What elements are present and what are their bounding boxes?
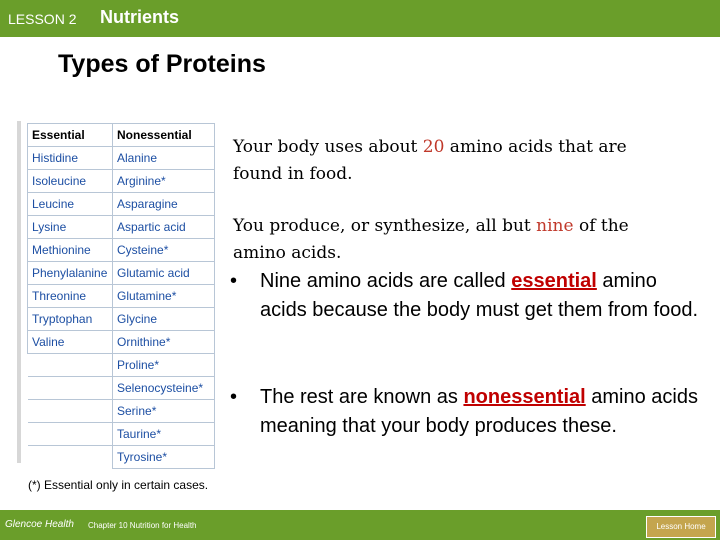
nonessential-cell: Proline* <box>113 354 215 377</box>
table-row <box>28 308 215 331</box>
table-row <box>28 377 215 400</box>
paragraph-synthesize <box>233 213 663 267</box>
nonessential-cell: Serine* <box>113 400 215 423</box>
amino-acid-table-panel <box>17 121 220 463</box>
table-row <box>28 147 215 170</box>
essential-cell: Leucine <box>28 193 113 216</box>
bullet-text: amino acids meaning that your body produces these. <box>260 386 698 437</box>
highlight-number: 20 <box>422 137 445 157</box>
nonessential-cell: Glutamine* <box>113 285 215 308</box>
essential-cell: Isoleucine <box>28 170 113 193</box>
essential-cell <box>28 377 113 400</box>
nonessential-cell: Alanine <box>113 147 215 170</box>
table-row <box>28 285 215 308</box>
paragraph-text: of the amino acids. <box>233 216 629 263</box>
essential-cell: Tryptophan <box>28 308 113 331</box>
nonessential-cell: Aspartic acid <box>113 216 215 239</box>
paragraph-text: amino acids that are found in food. <box>233 137 627 184</box>
keyword-nonessential: nonessential <box>463 386 586 408</box>
column-header-nonessential: Nonessential <box>113 124 215 147</box>
table-row <box>28 354 215 377</box>
paragraph-text: You produce, or synthesize, all but <box>233 216 537 236</box>
nonessential-cell: Glutamic acid <box>113 262 215 285</box>
nonessential-cell: Glycine <box>113 308 215 331</box>
table-row <box>28 262 215 285</box>
essential-cell: Threonine <box>28 285 113 308</box>
highlight-word: nine <box>536 216 574 236</box>
table-row <box>28 239 215 262</box>
lesson-home-button[interactable]: Lesson Home <box>646 516 716 538</box>
table-header-row <box>28 124 215 147</box>
essential-cell: Lysine <box>28 216 113 239</box>
essential-cell <box>28 400 113 423</box>
nonessential-cell: Cysteine* <box>113 239 215 262</box>
amino-acid-table <box>27 123 215 469</box>
bullet-dot: • <box>230 386 238 408</box>
bullet-text: amino acids because the body must get them from food. <box>260 270 699 321</box>
nonessential-cell: Arginine* <box>113 170 215 193</box>
table-row <box>28 331 215 354</box>
table-row <box>28 423 215 446</box>
table-row <box>28 400 215 423</box>
essential-cell: Phenylalanine <box>28 262 113 285</box>
paragraph-amino-count <box>233 134 663 188</box>
essential-cell: Histidine <box>28 147 113 170</box>
table-row <box>28 170 215 193</box>
nonessential-cell: Taurine* <box>113 423 215 446</box>
nonessential-cell: Asparagine <box>113 193 215 216</box>
table-row <box>28 446 215 469</box>
chapter-label: Chapter 10 Nutrition for Health <box>88 521 197 530</box>
lesson-label: LESSON 2 <box>8 11 77 27</box>
keyword-essential: essential <box>511 270 597 292</box>
bullet-text: The rest are known as <box>260 386 464 408</box>
essential-cell: Valine <box>28 331 113 354</box>
nonessential-cell: Tyrosine* <box>113 446 215 469</box>
bullet-text: Nine amino acids are called <box>260 270 512 292</box>
bullet-dot: • <box>230 270 238 292</box>
column-header-essential: Essential <box>28 124 113 147</box>
slide-title: Types of Proteins <box>58 50 266 78</box>
nonessential-cell: Ornithine* <box>113 331 215 354</box>
footer-bar <box>0 510 720 540</box>
publisher-brand: Glencoe Health <box>5 519 74 530</box>
table-row <box>28 216 215 239</box>
essential-cell <box>28 423 113 446</box>
header-bar <box>0 0 720 37</box>
bullet-essential <box>230 267 700 325</box>
essential-cell <box>28 446 113 469</box>
nonessential-cell: Selenocysteine* <box>113 377 215 400</box>
paragraph-text: Your body uses about <box>233 137 423 157</box>
essential-cell <box>28 354 113 377</box>
lesson-title: Nutrients <box>100 7 180 27</box>
table-row <box>28 193 215 216</box>
table-footnote: (*) Essential only in certain cases. <box>28 478 209 492</box>
bullet-nonessential <box>230 383 700 441</box>
essential-cell: Methionine <box>28 239 113 262</box>
